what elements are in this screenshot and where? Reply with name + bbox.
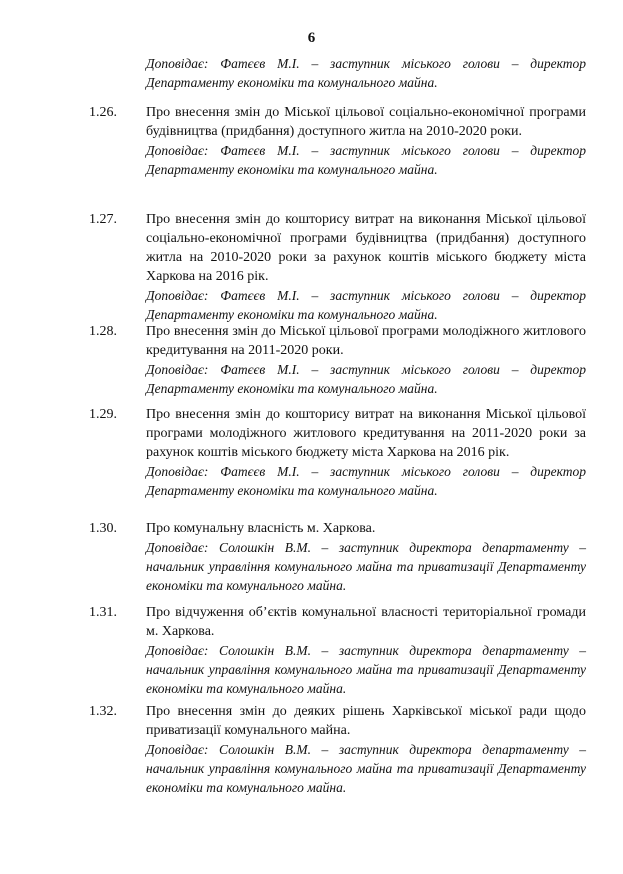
reporter-text: Солошкін В.М. – заступник директора департаменту – начальник управління комунального майна та приватизації Департаменту економіки та комунального майна. <box>146 742 587 795</box>
item-body <box>146 210 586 324</box>
item-body <box>146 405 586 500</box>
item-number: 1.28. <box>89 324 117 339</box>
item-body <box>146 322 586 398</box>
reporter-line <box>146 462 586 500</box>
reporter-label: Доповідає: <box>146 742 209 757</box>
reporter-line <box>146 538 586 595</box>
item-body <box>146 519 586 595</box>
reporter-line <box>146 286 586 324</box>
reporter-label: Доповідає: <box>146 643 209 658</box>
item-number: 1.26. <box>89 105 117 120</box>
item-body <box>146 603 586 698</box>
item-number: 1.32. <box>89 704 117 719</box>
reporter-text: Фатєєв М.І. – заступник міського голови – директор Департаменту економіки та комунального майна. <box>146 464 587 498</box>
item-number: 1.31. <box>89 605 117 620</box>
reporter-label: Доповідає: <box>146 362 209 377</box>
item-body <box>146 103 586 179</box>
item-title: Про внесення змін до кошторису витрат на виконання Міської цільової програми молодіжного житлового кредитування на 2011-2020 роки за рахунок коштів міського бюджету міста Харкова на 2016 рік. <box>146 407 586 460</box>
item-title: Про внесення змін до деяких рішень Харківської міської ради щодо приватизації комунального майна. <box>146 704 586 738</box>
reporter-text: Фатєєв М.І. – заступник міського голови – директор Департаменту економіки та комунального майна. <box>146 288 587 322</box>
item-number: 1.29. <box>89 407 117 422</box>
item-title: Про внесення змін до кошторису витрат на виконання Міської цільової соціально-економічної програми будівництва (придбання) доступного житла на 2010-2020 роки за рахунок коштів міського бюджету міста Харкова на 2016 рік. <box>146 212 586 284</box>
reporter-line <box>146 641 586 698</box>
page-number: 6 <box>307 30 316 46</box>
intro-reporter <box>146 54 586 92</box>
reporter-label: Доповідає: <box>146 56 209 71</box>
reporter-text: Фатєєв М.І. – заступник міського голови – директор Департаменту економіки та комунального майна. <box>146 362 587 396</box>
item-number: 1.30. <box>89 521 117 536</box>
reporter-line <box>146 740 586 797</box>
reporter-text: Фатєєв М.І. – заступник міського голови – директор Департаменту економіки та комунального майна. <box>146 143 587 177</box>
item-title: Про внесення змін до Міської цільової програми молодіжного житлового кредитування на 2011-2020 роки. <box>146 324 586 358</box>
reporter-line <box>146 54 586 92</box>
reporter-label: Доповідає: <box>146 143 209 158</box>
item-title: Про відчуження об’єктів комунальної власності територіальної громади м. Харкова. <box>146 605 586 639</box>
reporter-line <box>146 141 586 179</box>
reporter-text: Солошкін В.М. – заступник директора департаменту – начальник управління комунального майна та приватизації Департаменту економіки та комунального майна. <box>146 540 587 593</box>
item-body <box>146 702 586 797</box>
reporter-text: Фатєєв М.І. – заступник міського голови – директор Департаменту економіки та комунального майна. <box>146 56 587 90</box>
reporter-label: Доповідає: <box>146 288 209 303</box>
item-title: Про комунальну власність м. Харкова. <box>146 521 376 536</box>
item-title: Про внесення змін до Міської цільової соціально-економічної програми будівництва (придбання) доступного житла на 2010-2020 роки. <box>146 105 586 139</box>
reporter-label: Доповідає: <box>146 464 209 479</box>
reporter-line <box>146 360 586 398</box>
reporter-label: Доповідає: <box>146 540 209 555</box>
item-number: 1.27. <box>89 212 117 227</box>
reporter-text: Солошкін В.М. – заступник директора департаменту – начальник управління комунального майна та приватизації Департаменту економіки та комунального майна. <box>146 643 587 696</box>
